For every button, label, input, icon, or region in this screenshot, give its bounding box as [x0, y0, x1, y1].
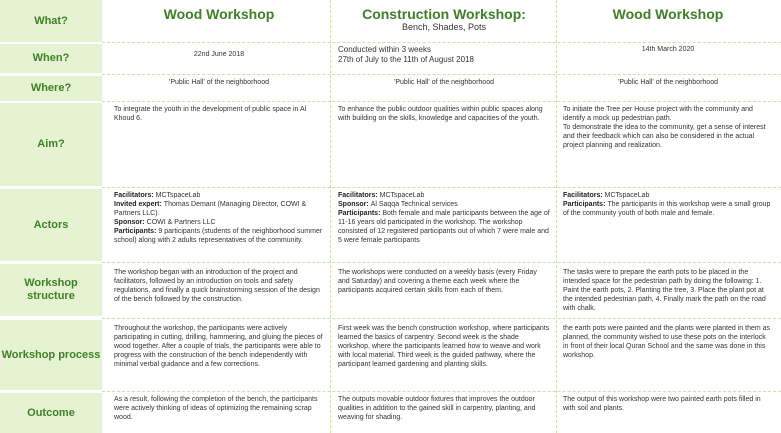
col2-outcome: The outputs movable outdoor fixtures that improves the outdoor qualities in addition to the gained skill in carpentry, planting, and weaving for shading.	[338, 396, 536, 421]
col3-title: Wood Workshop	[612, 6, 724, 22]
label-process: Workshop process	[0, 320, 102, 390]
col2-title: Construction Workshop:	[362, 6, 526, 22]
col3-aim: To initiate the Tree per House project with the community and identify a mock up pedestrian path. To demonstrate the idea to the community, get a sense of interest and their feedback which can also be considered in the actual project planning and realization.	[563, 106, 766, 149]
label-where: Where?	[0, 76, 102, 101]
actor-line: Invited expert: Thomas Demant (Managing Director, COWI & Partners LLC).	[114, 201, 307, 217]
col1-actors	[114, 189, 324, 261]
col1-aim: To integrate the youth in the development of public space in Al Khoud 6.	[114, 106, 307, 122]
col1-what	[114, 0, 324, 42]
col2-process: First week was the bench construction workshop, where participants learned the basics of carpentry. Second week is the shade workshop, where the participants learned how to weave and work with local material. Third week is the guided pathway, where the participant learned gardening and planting skills.	[338, 325, 550, 368]
actor-line: Sponsor: COWI & Partners LLC	[114, 219, 216, 226]
col1-where: 'Public Hall' of the neighborhood	[169, 79, 269, 86]
divider	[102, 391, 781, 392]
col1-outcome: As a result, following the completion of the bench, the participants were actively thinking of ideas of optimizing the remaining scrap wood.	[114, 396, 318, 421]
label-what: What?	[0, 0, 102, 42]
col2-when-line: 27th of July to the 11th of August 2018	[338, 55, 474, 64]
label-actors: Actors	[0, 189, 102, 261]
col3-what	[563, 0, 773, 42]
col3-where: 'Public Hall' of the neighborhood	[618, 79, 718, 86]
actor-line: Sponsor: Al Saqqa Technical services	[338, 201, 458, 208]
divider	[102, 101, 781, 102]
col3-process: the earth pots were painted and the plants were planted in them as planned, the community wished to use these pots on the interlock in front of their local Quran School and the same was done in this workshop.	[563, 325, 771, 359]
divider	[102, 187, 781, 188]
col1-title: Wood Workshop	[163, 6, 275, 22]
divider	[102, 42, 781, 43]
column-divider	[556, 0, 557, 433]
col1-process: Throughout the workshop, the participants were actively participating in cutting, drilling, hammering, and gluing the pieces of wood together. After a couple of trials, the participants were able to progress with the construction of the bench independently with minimal verbal guidance and a few corrections.	[114, 325, 323, 368]
col2-actors	[338, 189, 550, 261]
col2-when	[338, 44, 550, 73]
row-aim	[0, 103, 781, 186]
col3-when	[563, 44, 773, 73]
actor-line: Facilitators: MCTspaceLab	[563, 192, 650, 199]
column-divider	[330, 0, 331, 433]
col2-where: 'Public Hall' of the neighborhood	[394, 79, 494, 86]
row-where	[0, 76, 781, 101]
col3-structure: The tasks were to prepare the earth pots to be placed in the intended space for the pedestrian path by doing the following: 1. Paint the earth pots, 2. Planting the tree, 3. Place the plant pot at the intended pedestrian path, 4. Finally mark the path on the road with chalk.	[563, 269, 766, 312]
row-structure	[0, 264, 781, 316]
col3-when-line: 14th March 2020	[641, 46, 695, 53]
actor-line: Participants: The participants in this workshop were a small group of the community youth of both male and female.	[563, 201, 771, 217]
col2-what	[338, 0, 550, 42]
label-outcome: Outcome	[0, 393, 102, 433]
actor-line: Participants: Both female and male participants between the age of 11-16 years old participated in the workshop. The workshop consisted of 12 registered participants out of which 7 were male and 5 were female participants	[338, 210, 550, 244]
actor-line: Participants: 9 participants (students of the neighborhood summer school) along with 2 adults representatives of the community.	[114, 228, 323, 244]
col3-actors	[563, 189, 773, 261]
col3-outcome: The output of this workshop were two painted earth pots filled in with soil and plants.	[563, 396, 761, 412]
divider	[102, 318, 781, 319]
row-when	[0, 44, 781, 73]
col1-when	[114, 44, 324, 73]
label-aim: Aim?	[0, 103, 102, 186]
label-structure: Workshop structure	[0, 264, 102, 316]
row-outcome	[0, 393, 781, 433]
col2-when-line: Conducted within 3 weeks	[338, 45, 431, 54]
col2-aim: To enhance the public outdoor qualities within public spaces along with building on the skills, knowledge and capacities of the youth.	[338, 106, 543, 122]
actor-line: Facilitators: MCTspaceLab	[338, 192, 425, 199]
row-process	[0, 320, 781, 390]
col2-structure: The workshops were conducted on a weekly basis (every Friday and Saturday) and covering a theme each week where the participants acquired certain skills from each of them.	[338, 269, 537, 294]
divider	[102, 262, 781, 263]
col2-subtitle: Bench, Shades, Pots	[401, 22, 487, 32]
actor-line: Facilitators: MCTspaceLab	[114, 192, 201, 199]
divider	[102, 74, 781, 75]
col1-when-line: 22nd June 2018	[193, 51, 245, 58]
col1-structure: The workshop began with an introduction of the project and facilitators, followed by an introduction on tools and safety regulations, and finally a quick brainstorming session of the design of the bench followed by the construction.	[114, 269, 320, 303]
row-actors	[0, 189, 781, 261]
row-what	[0, 0, 781, 42]
label-when: When?	[0, 44, 102, 73]
